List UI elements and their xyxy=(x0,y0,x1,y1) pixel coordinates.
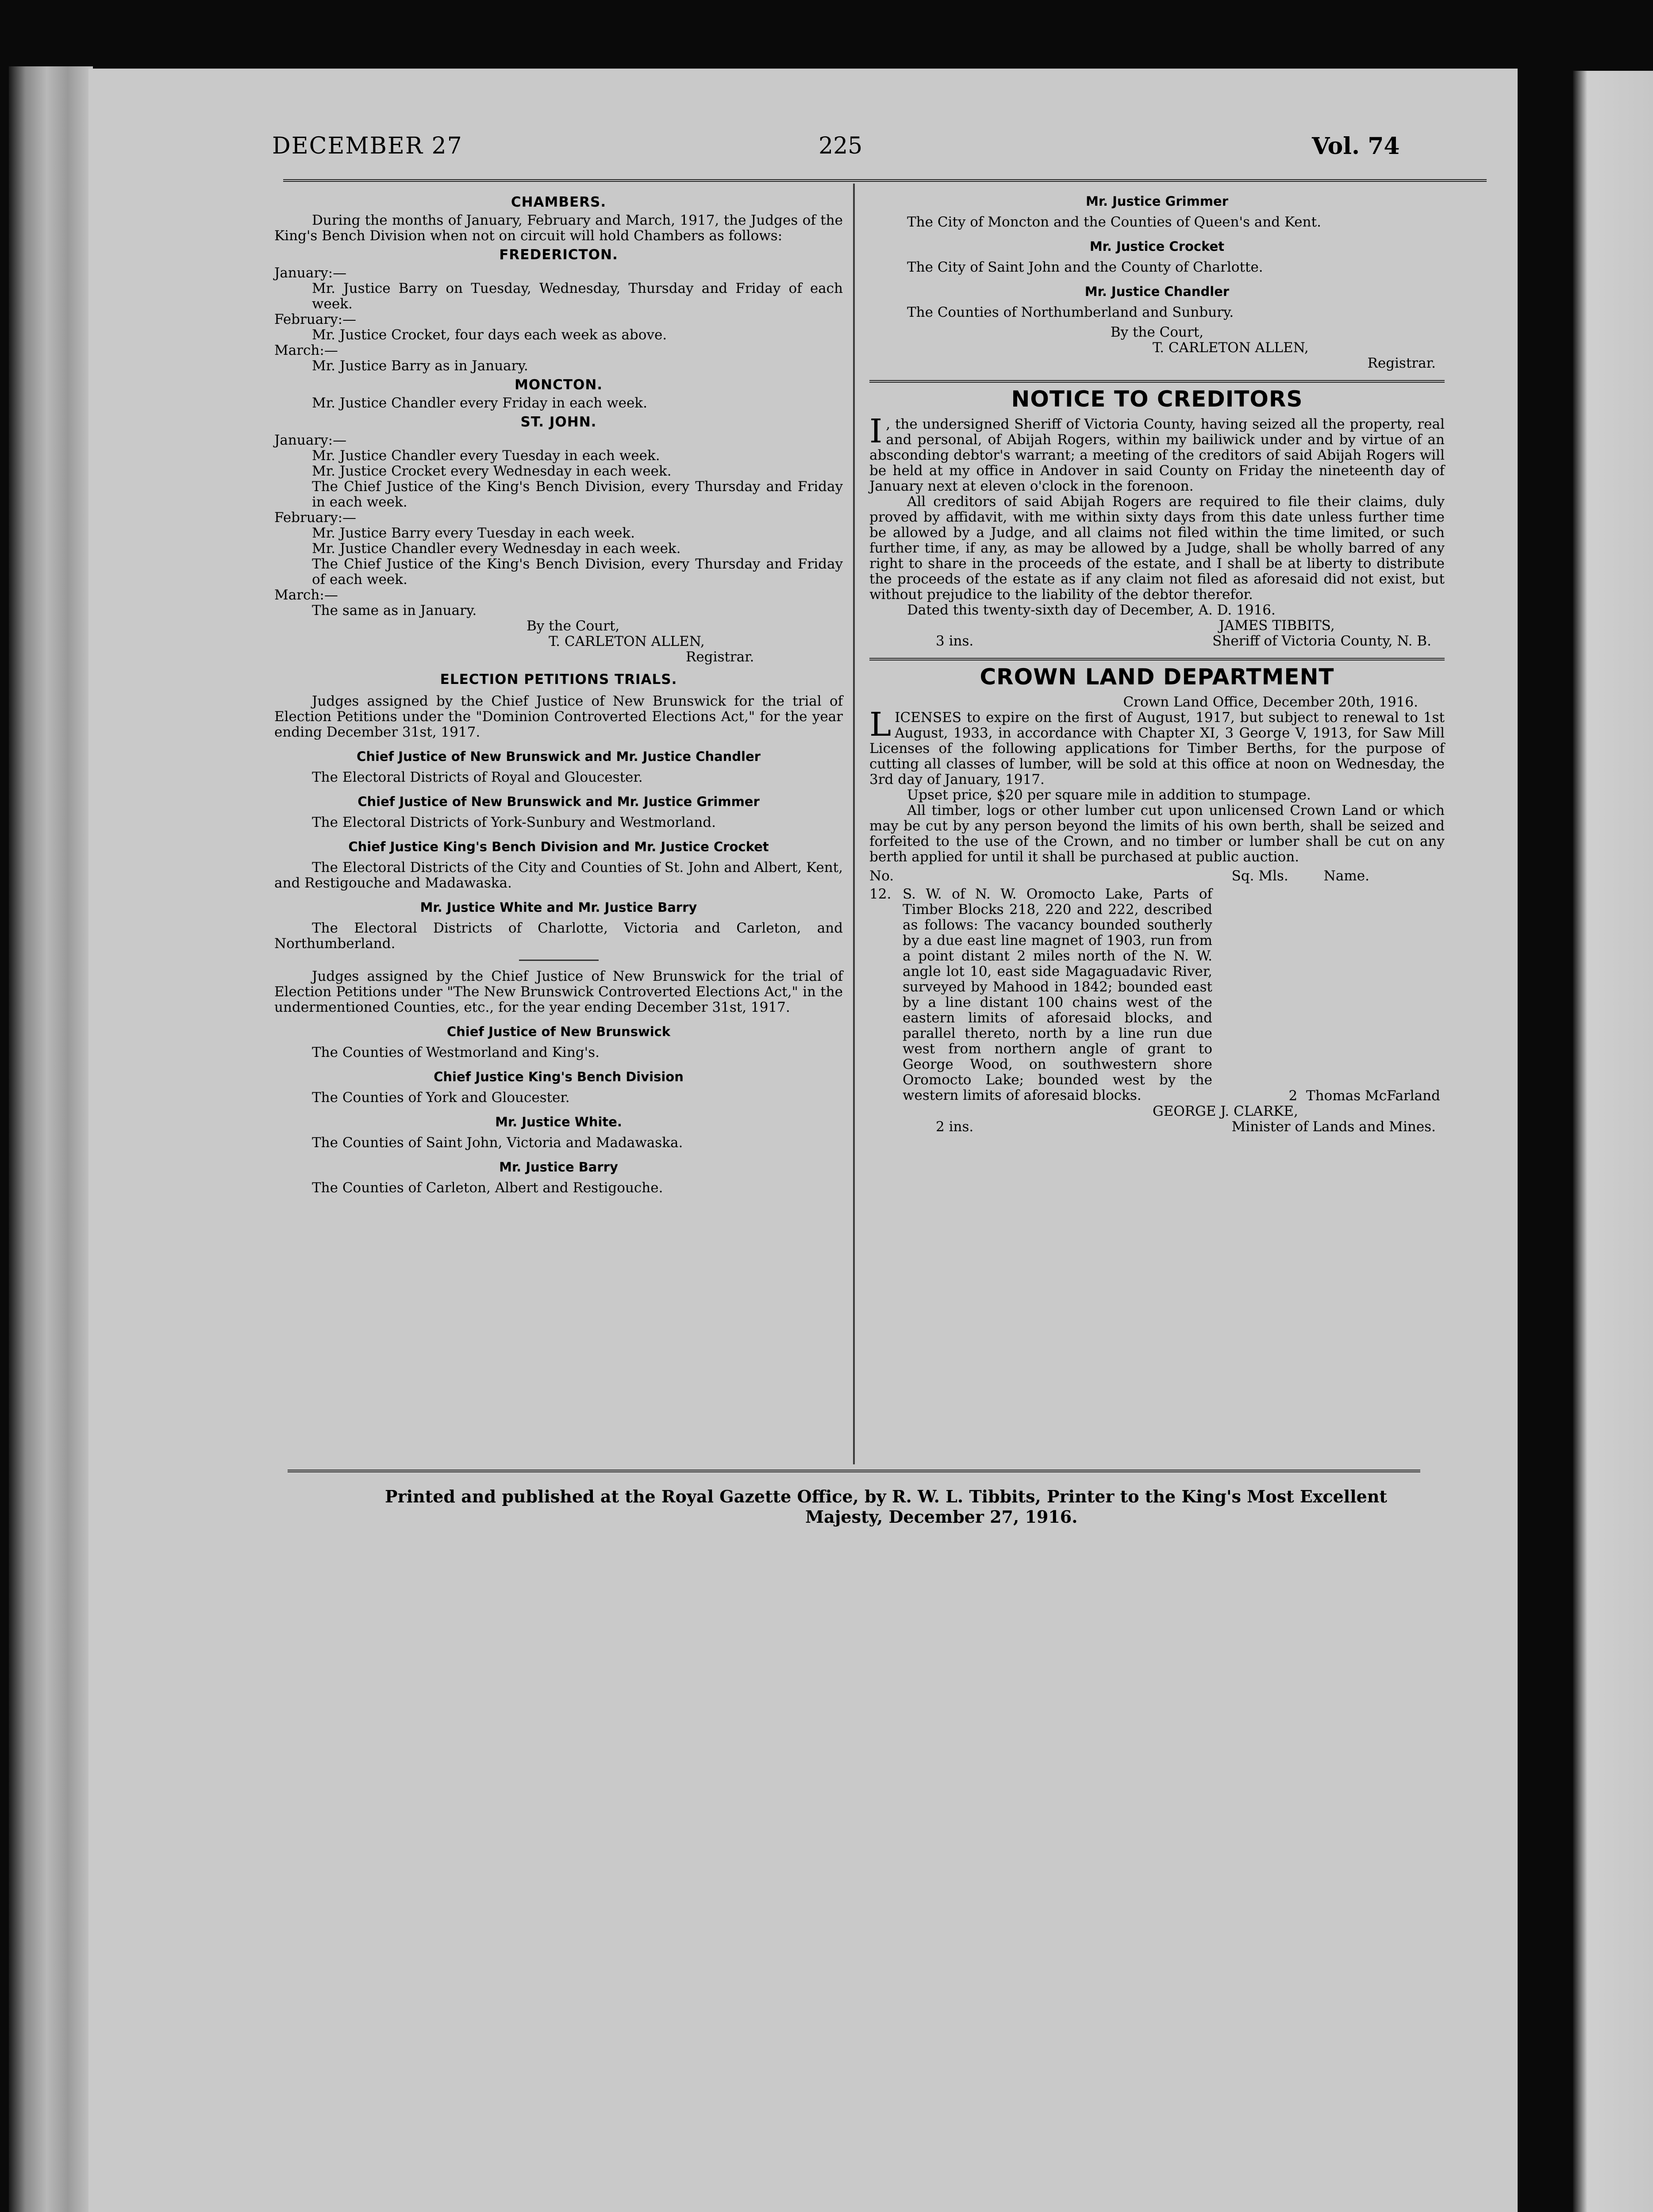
drop-cap: L xyxy=(869,706,892,744)
judges-heading: Mr. Justice Barry xyxy=(499,1160,618,1175)
schedule-entry: Mr. Justice Chandler every Friday in each week. xyxy=(312,395,647,411)
schedule-entry: Mr. Justice Barry on Tuesday, Wednesday, Thursday and Friday of each week. xyxy=(312,280,843,312)
dated-line: Dated this twenty-sixth day of December, A. D. 1916. xyxy=(907,602,1276,618)
judges-heading: Chief Justice of New Brunswick and Mr. Justice Chandler xyxy=(357,749,761,764)
schedule-entry: The Chief Justice of the King's Bench Division, every Thursday and Friday of each week. xyxy=(312,556,843,588)
election-heading: ELECTION PETITIONS TRIALS. xyxy=(440,672,677,687)
judges-heading: Mr. Justice White and Mr. Justice Barry xyxy=(420,900,697,915)
schedule-entry: Mr. Justice Barry every Tuesday in each week. xyxy=(312,525,635,541)
table-header-no: No. xyxy=(869,868,894,884)
upset-price: Upset price, $20 per square mile in addition to stumpage. xyxy=(907,787,1311,803)
judges-heading: Mr. Justice Crocket xyxy=(1089,239,1225,254)
fredericton-heading: FREDERICTON. xyxy=(499,247,618,263)
judges-heading: Chief Justice King's Bench Division and Mr. Justice Crocket xyxy=(348,839,769,854)
signer-title: Registrar. xyxy=(686,649,754,665)
districts-text: The Electoral Districts of Charlotte, Victoria and Carleton, and Northumberland. xyxy=(274,920,843,952)
licenses-paragraph: ICENSES to expire on the first of August, 1917, but subject to renewal to 1st August, 1933, in accordance with Chapter XI, 3 George V, 1913, for Saw Mill Licenses of the following applications for Timber Berths, for the purpose of cutting all classes of lumber, will be sold at this office at noon on Wednesday, the 3rd day of January, 1917. xyxy=(869,710,1445,787)
schedule-entry: Mr. Justice Crocket every Wednesday in each week. xyxy=(312,463,672,479)
by-the-court: By the Court, xyxy=(1110,324,1204,340)
districts-text: The City of Saint John and the County of Charlotte. xyxy=(907,259,1263,275)
signer-title: Registrar. xyxy=(1367,355,1436,371)
imprint-line-1: Printed and published at the Royal Gazette Office, by R. W. L. Tibbits, Printer to the King's Most Excellent xyxy=(385,1486,1388,1506)
creditors-heading: NOTICE TO CREDITORS xyxy=(1011,386,1303,412)
table-header-name: Name. xyxy=(1323,868,1369,884)
st-john-heading: ST. JOHN. xyxy=(520,414,597,430)
election-intro-2: Judges assigned by the Chief Justice of New Brunswick for the trial of Election Petitions under "The New Brunswick Controverted Elections Act," in the undermentioned Counties, etc., for the year ending December 31st, 1917. xyxy=(274,968,843,1015)
lot-number: 12. xyxy=(869,886,892,902)
crown-land-heading: CROWN LAND DEPARTMENT xyxy=(980,664,1334,690)
page-number: 225 xyxy=(819,133,863,159)
month-label: February:— xyxy=(274,311,357,327)
month-label: January:— xyxy=(274,265,347,281)
month-label: January:— xyxy=(274,432,347,448)
districts-text: The Counties of Saint John, Victoria and Madawaska. xyxy=(312,1135,683,1151)
left-column xyxy=(274,191,843,1196)
table-row xyxy=(869,887,1445,1103)
signer-name: T. CARLETON ALLEN, xyxy=(549,634,705,649)
judges-heading: Chief Justice King's Bench Division xyxy=(434,1069,684,1084)
signer-title: Sheriff of Victoria County, N. B. xyxy=(1212,633,1431,649)
schedule-entry: The same as in January. xyxy=(312,603,477,618)
section-separator xyxy=(519,960,599,961)
districts-text: The City of Moncton and the Counties of Queen's and Kent. xyxy=(907,214,1321,230)
judges-heading: Chief Justice of New Brunswick xyxy=(446,1024,671,1039)
creditors-paragraph: All creditors of said Abijah Rogers are required to file their claims, duly proved by affidavit, with me within sixty days from this date unless further time be allowed by a Judge, and all claims not filed within the time limited, or such further time, if any, as may be allowed by a Judge, shall be wholly barred of any right to share in the proceeds of the estate, and I shall be at liberty to distribute the proceeds of the estate as if any claim not filed as aforesaid did not exist, but without prejudice to the liability of the debtor therefor. xyxy=(869,494,1445,603)
header-date: DECEMBER 27 xyxy=(272,133,463,159)
districts-text: The Electoral Districts of Royal and Gloucester. xyxy=(312,769,643,785)
creditors-paragraph: , the undersigned Sheriff of Victoria County, having seized all the property, real and personal, of Abijah Rogers, within my bailiwick under and by virtue of an absconding debtor's warrant; a meeting of the creditors of said Abijah Rogers will be held at my office in Andover in said County on Friday the nineteenth day of January next at eleven o'clock in the forenoon. xyxy=(869,416,1445,494)
schedule-entry: Mr. Justice Chandler every Tuesday in each week. xyxy=(312,448,660,464)
moncton-heading: MONCTON. xyxy=(514,377,603,393)
schedule-entry: Mr. Justice Chandler every Wednesday in each week. xyxy=(312,541,681,557)
section-rule xyxy=(869,380,1445,385)
signer-name: T. CARLETON ALLEN, xyxy=(1153,340,1309,356)
judges-heading: Mr. Justice Grimmer xyxy=(1085,194,1229,209)
judges-heading: Mr. Justice White. xyxy=(495,1114,622,1129)
column-divider xyxy=(853,184,855,1464)
signer-name: GEORGE J. CLARKE, xyxy=(1153,1103,1298,1119)
lot-description: S. W. of N. W. Oromocto Lake, Parts of Timber Blocks 218, 220 and 222, described as follows: The vacancy bounded southerly by a due east line magnet of 1903, run from a point distant 2 miles north of the N. W. angle lot 10, east side Magaguadavic River, surveyed by Mahood in 1842; bounded east by a line distant 100 chains west of the eastern limits of aforesaid blocks, and parallel thereto, north by a line run due west from northern angle of grant to George Wood, on southwestern shore Oromocto Lake; bounded west by the western limits of aforesaid blocks. xyxy=(903,886,1212,1103)
districts-text: The Counties of Westmorland and King's. xyxy=(312,1045,600,1060)
insertions-count: 2 ins. xyxy=(936,1119,974,1135)
districts-text: The Electoral Districts of York-Sunbury and Westmorland. xyxy=(312,814,716,830)
volume-label: Vol. 74 xyxy=(1312,133,1400,160)
election-intro: Judges assigned by the Chief Justice of New Brunswick for the trial of Election Petitions under the "Dominion Controverted Elections Act," for the year ending December 31st, 1917. xyxy=(274,693,843,740)
schedule-entry: The Chief Justice of the King's Bench Division, every Thursday and Friday in each week. xyxy=(312,479,843,510)
judges-heading: Mr. Justice Chandler xyxy=(1084,284,1230,299)
districts-text: The Counties of Carleton, Albert and Restigouche. xyxy=(312,1180,663,1196)
office-date-line: Crown Land Office, December 20th, 1916. xyxy=(1123,694,1418,710)
next-page-edge xyxy=(1573,71,1653,2212)
section-rule xyxy=(869,658,1445,663)
binder-left-edge xyxy=(9,66,93,2212)
districts-text: The Counties of York and Gloucester. xyxy=(312,1090,570,1106)
insertions-count: 3 ins. xyxy=(936,633,974,649)
chambers-heading: CHAMBERS. xyxy=(511,194,607,210)
right-column xyxy=(869,191,1445,1135)
month-label: February:— xyxy=(274,510,357,526)
imprint xyxy=(385,1486,1491,1527)
imprint-line-2: Majesty, December 27, 1916. xyxy=(805,1507,1078,1527)
schedule-entry: Mr. Justice Crocket, four days each week as above. xyxy=(312,327,667,343)
footer-rule xyxy=(288,1470,1420,1475)
chambers-intro: During the months of January, February and March, 1917, the Judges of the King's Bench Division when not on circuit will hold Chambers as follows: xyxy=(274,212,843,244)
schedule-entry: Mr. Justice Barry as in January. xyxy=(312,358,528,374)
signer-name: JAMES TIBBITS, xyxy=(1219,618,1335,634)
drop-cap: I xyxy=(869,412,883,450)
month-label: March:— xyxy=(274,587,338,603)
judges-heading: Chief Justice of New Brunswick and Mr. Justice Grimmer xyxy=(358,794,760,809)
table-header-sq-mls: Sq. Mls. xyxy=(1231,868,1288,884)
districts-text: The Electoral Districts of the City and Counties of St. John and Albert, Kent, and Restigouche and Madawaska. xyxy=(274,860,843,891)
lot-name: Thomas McFarland xyxy=(1306,1088,1440,1104)
licenses-paragraph: All timber, logs or other lumber cut upon unlicensed Crown Land or which may be cut by any person beyond the limits of his own berth, shall be seized and forfeited to the use of the Crown, and no timber or lumber shall be cut on any berth applied for until it shall be purchased at public auction. xyxy=(869,803,1445,865)
signer-title: Minister of Lands and Mines. xyxy=(1231,1119,1436,1135)
month-label: March:— xyxy=(274,342,338,358)
lot-sq-mls: 2 xyxy=(1288,1088,1298,1104)
districts-text: The Counties of Northumberland and Sunbury. xyxy=(907,304,1234,320)
by-the-court: By the Court, xyxy=(527,618,620,634)
header-rule xyxy=(283,179,1487,184)
